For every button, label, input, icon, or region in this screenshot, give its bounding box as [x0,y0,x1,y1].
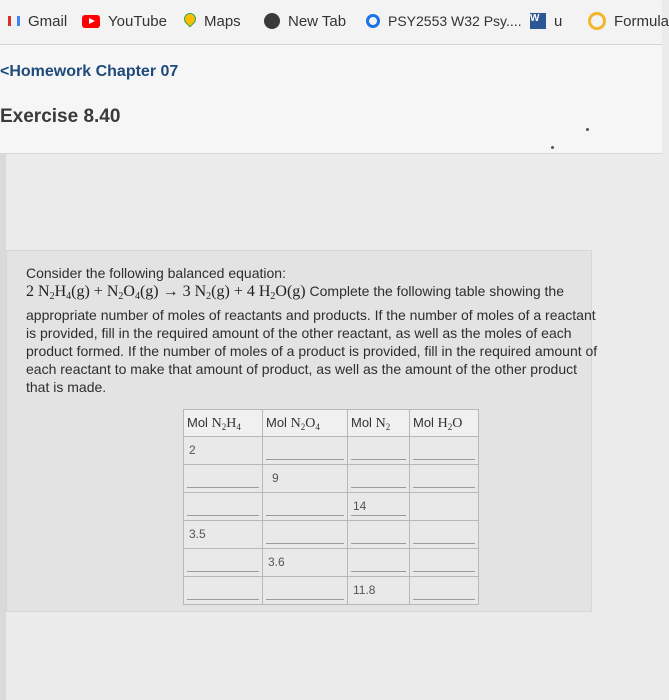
new-tab-icon [264,13,280,29]
header-mol-n2: Mol $N_2$ [348,410,410,437]
answer-input[interactable] [413,469,475,488]
table-cell [263,437,348,465]
bookmarks-bar [0,0,669,45]
psy-icon [366,14,380,28]
table-cell [184,521,263,549]
bookmark-label: PSY2553 W32 Psy.... [388,13,522,29]
table-cell [410,521,479,549]
given-value: 9 [272,471,279,485]
bookmark-formula[interactable] [588,10,669,32]
gmail-icon [8,16,20,26]
header-mol-n2o4: Mol $N_2O_4$ [263,410,348,437]
table-cell [184,465,263,493]
table-row [184,549,479,577]
table-cell [184,437,263,465]
answer-input[interactable] [187,497,259,516]
divider [0,153,662,154]
answer-input[interactable] [351,525,406,544]
formula-icon [588,12,606,30]
answer-input[interactable] [266,441,344,460]
back-link-label: Homework Chapter 07 [9,63,179,80]
answer-input[interactable] [413,525,475,544]
table-cell [348,493,410,521]
table-cell [410,493,479,521]
table-row [184,465,479,493]
exercise-title: Exercise 8.40 [0,106,121,127]
header-mol-n2h4: Mol $N_2H_4$ [184,410,263,437]
given-value: 2 [189,443,196,457]
question-intro: Consider the following balanced equation: [26,265,286,281]
word-icon: W [530,13,546,29]
answer-input[interactable] [187,581,259,600]
bookmark-label: New Tab [288,12,347,30]
answer-input[interactable] [266,581,344,600]
table-cell [410,577,479,605]
question-text [26,264,598,396]
table-cell [348,577,410,605]
table-cell [184,577,263,605]
question-instructions: Complete the following table showing the appropriate number of moles of reactants and products. If the number of moles of a reactant is provided, fill in the required amount of the other reactant, as well as the moles of each product formed. If the number of moles of a product is provided, fill in the required amount of each reactant to make that amount of product, as well as the amount of the other product that is made. [26,283,598,395]
youtube-icon [82,15,100,28]
answer-input[interactable] [266,497,344,516]
table-cell [184,549,263,577]
answer-input[interactable] [187,553,259,572]
table-cell [263,465,348,493]
table-cell [184,493,263,521]
table-cell [263,521,348,549]
bookmark-label: Formula [614,12,669,30]
answer-input[interactable] [266,525,344,544]
bookmark-new-tab[interactable] [264,10,346,32]
answer-input[interactable] [413,441,475,460]
answer-input[interactable] [413,553,475,572]
table-row [184,577,479,605]
table-cell [410,465,479,493]
bookmark-word[interactable] [530,10,562,32]
bookmark-psy2553[interactable] [366,10,522,32]
answer-input[interactable] [351,553,406,572]
page-header-area [0,45,662,153]
answer-input[interactable]: 14 [351,497,406,516]
given-value: 3.6 [268,555,285,569]
answer-input[interactable] [413,581,475,600]
question-body [26,282,598,396]
bookmark-label: u [554,12,563,30]
table-cell [410,549,479,577]
bookmark-label: Gmail [28,12,68,30]
table-cell [348,549,410,577]
decorative-dot [551,146,554,149]
table-cell [348,521,410,549]
bookmark-youtube[interactable] [82,10,167,32]
table-row [184,493,479,521]
bookmark-label: Maps [204,12,241,30]
answer-input[interactable] [351,469,406,488]
back-link[interactable] [0,63,178,81]
table-row [184,521,479,549]
answer-input[interactable] [187,469,259,488]
bookmark-gmail[interactable] [8,10,67,32]
table-row [184,437,479,465]
table-cell [410,437,479,465]
table-cell [348,465,410,493]
table-cell [263,493,348,521]
table-cell [348,437,410,465]
bookmark-label: YouTube [108,12,167,30]
table-cell [263,577,348,605]
bookmark-maps[interactable] [184,10,241,32]
table-cell [263,549,348,577]
maps-icon [184,13,196,29]
table-header-row [184,410,479,437]
given-value: 11.8 [353,583,376,597]
chevron-left-icon: < [0,63,10,80]
given-value [413,497,475,516]
given-value: 3.5 [189,527,206,541]
header-mol-h2o: Mol $H_2O$ [410,410,479,437]
balanced-equation: 2 $N_2H_4(g) + N_2O_4(g) \to 3$ $N_2(g) + 4$ $H_2O(g)$ [26,283,306,302]
decorative-dot [586,128,589,131]
answer-input[interactable] [351,441,406,460]
moles-table [183,409,479,605]
